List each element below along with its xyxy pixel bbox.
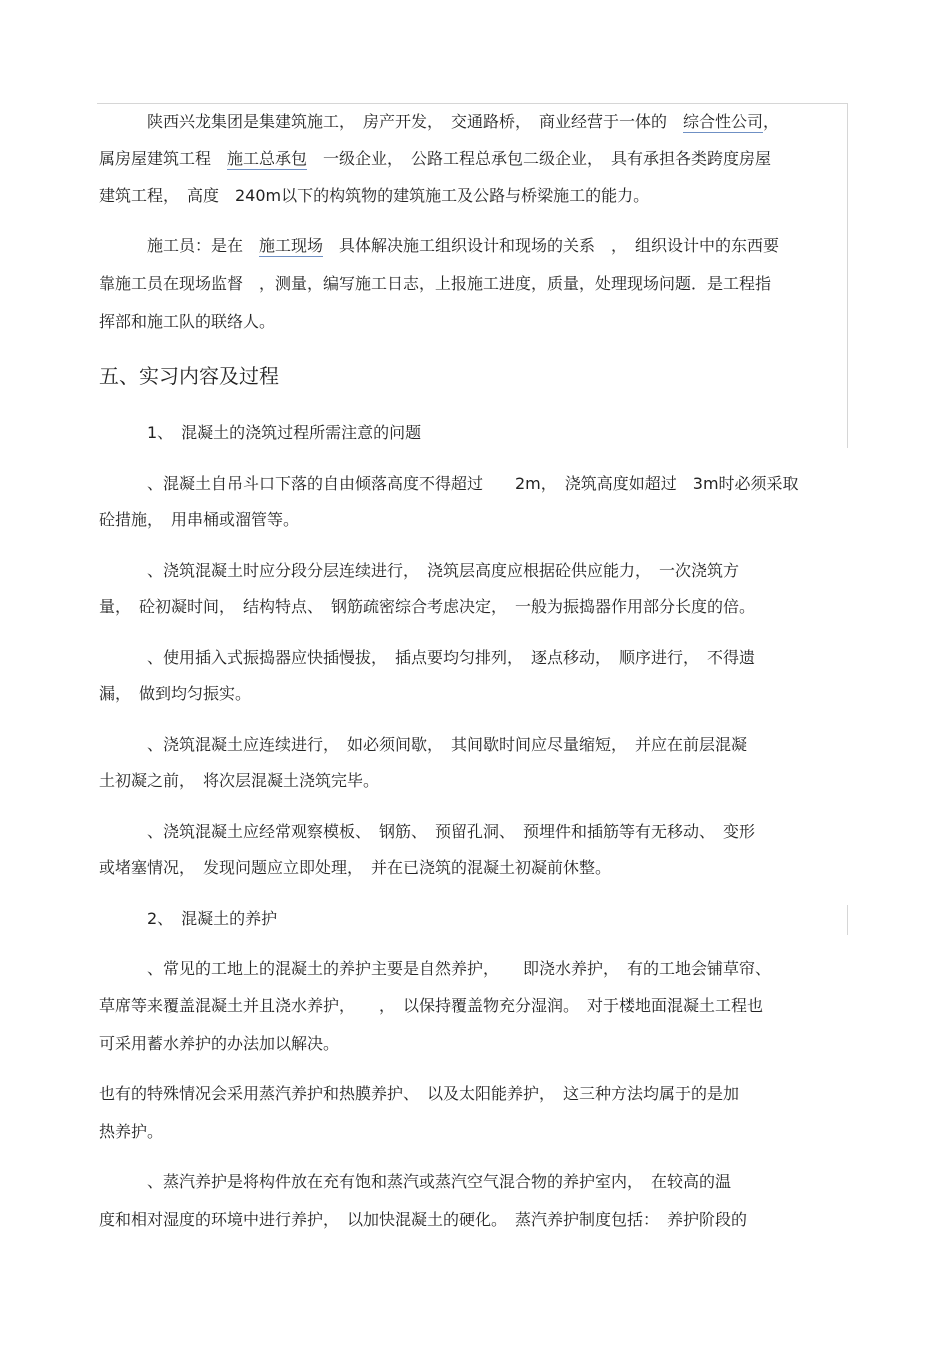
intro-paragraph-1-line-2 [99,149,771,169]
page-frame-right [847,103,848,448]
s2-paragraph-1-line-3: 可采用蓄水养护的办法加以解决。 [99,1034,340,1053]
s1-paragraph-2-line-1: 、浇筑混凝土时应分段分层连续进行， 浇筑层高度应根据砼供应能力， 一次浇筑方 [147,561,740,580]
text-run: 一级企业， 公路工程总承包二级企业， 具有承担各类跨度房屋 [307,149,772,168]
s2-paragraph-2-line-2: 热养护。 [99,1122,164,1141]
text-run: 施工员：是在 [147,236,260,255]
contractor-link[interactable]: 施工总承包 [227,149,308,168]
subsection-heading-1: 1、 混凝土的浇筑过程所需注意的问题 [147,423,422,442]
s2-paragraph-3-line-2: 度和相对湿度的环境中进行养护， 以加快混凝土的硬化。 蒸汽养护制度包括： 养护阶段的 [99,1210,748,1229]
page-frame-top [97,103,847,104]
intro-paragraph-1-line-1 [147,112,779,132]
site-link[interactable]: 施工现场 [259,236,324,255]
intro-paragraph-2-line-2: 靠施工员在现场监督 ，测量，编写施工日志，上报施工进度，质量，处理现场问题．是工程指 [99,274,772,293]
s1-paragraph-3-line-2: 漏， 做到均匀振实。 [99,684,252,703]
s2-paragraph-1-line-2: 草席等来覆盖混凝土并且浇水养护， ， 以保持覆盖物充分湿润。 对于楼地面混凝土工程也 [99,996,764,1015]
intro-paragraph-1-line-3: 建筑工程， 高度 240m以下的构筑物的建筑施工及公路与桥梁施工的能力。 [99,186,650,205]
company-link[interactable]: 综合性公司 [683,112,764,131]
s2-paragraph-2-line-1: 也有的特殊情况会采用蒸汽养护和热膜养护、 以及太阳能养护， 这三种方法均属于的是加 [99,1084,740,1103]
text-run: 陕西兴龙集团是集建筑施工， 房产开发， 交通路桥， 商业经营于一体的 [147,112,684,131]
s1-paragraph-1-line-1: 、混凝土自吊斗口下落的自由倾落高度不得超过 2m， 浇筑高度如超过 3m时必须采取 [147,474,799,493]
subsection-heading-2: 2、 混凝土的养护 [147,909,278,928]
page-frame-right-mark [847,905,848,935]
s1-paragraph-4-line-2: 土初凝之前， 将次层混凝土浇筑完毕。 [99,771,380,790]
section-heading: 五、实习内容及过程 [99,364,279,388]
s2-paragraph-3-line-1: 、蒸汽养护是将构件放在充有饱和蒸汽或蒸汽空气混合物的养护室内， 在较高的温 [147,1172,732,1191]
intro-paragraph-2-line-3: 挥部和施工队的联络人。 [99,312,276,331]
intro-paragraph-2-line-1 [147,236,779,256]
s1-paragraph-2-line-2: 量， 砼初凝时间， 结构特点、 钢筋疏密综合考虑决定， 一般为振捣器作用部分长度的倍。 [99,597,756,616]
s1-paragraph-3-line-1: 、使用插入式振捣器应快插慢拔， 插点要均匀排列， 逐点移动， 顺序进行， 不得遗 [147,648,756,667]
s2-paragraph-1-line-1: 、常见的工地上的混凝土的养护主要是自然养护， 即浇水养护， 有的工地会铺草帘、 [147,959,772,978]
s1-paragraph-5-line-1: 、浇筑混凝土应经常观察模板、 钢筋、 预留孔洞、 预埋件和插筋等有无移动、 变形 [147,822,756,841]
s1-paragraph-4-line-1: 、浇筑混凝土应连续进行， 如必须间歇， 其间歇时间应尽量缩短， 并应在前层混凝 [147,735,748,754]
text-run: 具体解决施工组织设计和现场的关系 ， 组织设计中的东西要 [323,236,780,255]
text-run: 属房屋建筑工程 [99,149,228,168]
s1-paragraph-1-line-2: 砼措施， 用串桶或溜管等。 [99,510,300,529]
text-run: ， [763,112,780,131]
s1-paragraph-5-line-2: 或堵塞情况， 发现问题应立即处理， 并在已浇筑的混凝土初凝前休整。 [99,858,612,877]
